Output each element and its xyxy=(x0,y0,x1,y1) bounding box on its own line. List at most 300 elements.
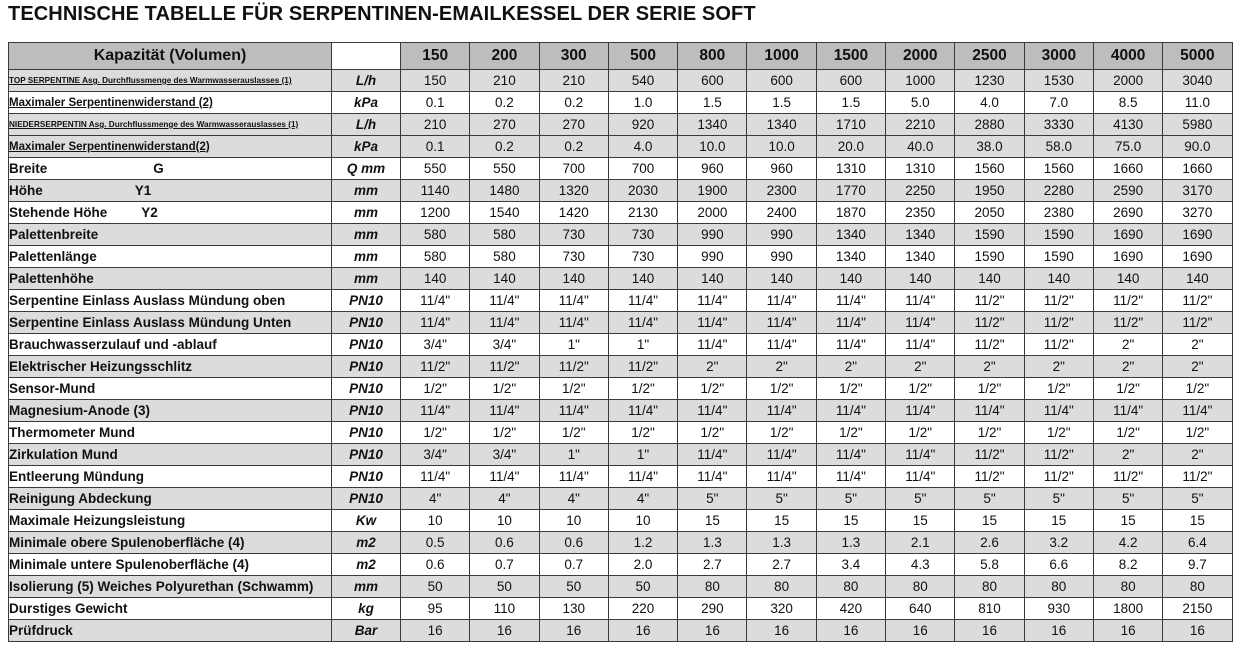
table-cell: 140 xyxy=(816,268,885,290)
row-label xyxy=(9,290,332,312)
row-unit: m2 xyxy=(332,554,401,576)
table-cell: 11/2" xyxy=(955,312,1024,334)
row-label xyxy=(9,114,332,136)
table-cell: 11/4" xyxy=(886,466,955,488)
table-cell: 16 xyxy=(401,620,470,642)
table-row xyxy=(9,246,1233,268)
table-cell: 11/2" xyxy=(955,334,1024,356)
table-cell: 11/2" xyxy=(1024,466,1093,488)
table-cell: 2400 xyxy=(747,202,816,224)
table-cell: 11/4" xyxy=(608,312,677,334)
row-label-text: Serpentine Einlass Auslass Mündung oben xyxy=(9,293,286,308)
table-cell: 1660 xyxy=(1163,158,1232,180)
table-cell: 1900 xyxy=(678,180,747,202)
table-cell: 11/4" xyxy=(1093,400,1162,422)
table-cell: 600 xyxy=(678,70,747,92)
table-row xyxy=(9,290,1233,312)
table-cell: 2.7 xyxy=(747,554,816,576)
table-cell: 11/2" xyxy=(1093,466,1162,488)
table-cell: 11/4" xyxy=(747,334,816,356)
capacity-column-header: 2500 xyxy=(955,43,1024,70)
row-label-text: Maximaler Serpentinenwiderstand (2) xyxy=(9,96,213,109)
table-cell: 11/4" xyxy=(886,312,955,334)
table-row xyxy=(9,444,1233,466)
table-cell: 5" xyxy=(955,488,1024,510)
row-label xyxy=(9,312,332,334)
table-cell: 80 xyxy=(816,576,885,598)
table-row xyxy=(9,356,1233,378)
table-cell: 1/2" xyxy=(678,378,747,400)
table-cell: 3/4" xyxy=(470,444,539,466)
table-cell: 130 xyxy=(539,598,608,620)
table-cell: 5" xyxy=(816,488,885,510)
table-cell: 5.0 xyxy=(886,92,955,114)
table-cell: 11/4" xyxy=(401,312,470,334)
table-cell: 15 xyxy=(678,510,747,532)
table-cell: 2.1 xyxy=(886,532,955,554)
table-cell: 930 xyxy=(1024,598,1093,620)
technical-table xyxy=(8,42,1233,642)
capacity-column-header: 1500 xyxy=(816,43,885,70)
row-label xyxy=(9,70,332,92)
table-cell: 580 xyxy=(401,246,470,268)
table-cell: 0.2 xyxy=(470,136,539,158)
table-cell: 11/4" xyxy=(816,444,885,466)
row-label xyxy=(9,378,332,400)
table-cell: 1340 xyxy=(886,224,955,246)
table-cell: 1" xyxy=(539,444,608,466)
capacity-column-header: 4000 xyxy=(1093,43,1162,70)
table-cell: 1320 xyxy=(539,180,608,202)
table-cell: 2690 xyxy=(1093,202,1162,224)
table-cell: 1.3 xyxy=(678,532,747,554)
table-cell: 5" xyxy=(747,488,816,510)
row-label-text: Prüfdruck xyxy=(9,623,73,638)
table-cell: 80 xyxy=(1163,576,1232,598)
table-cell: 920 xyxy=(608,114,677,136)
table-cell: 1540 xyxy=(470,202,539,224)
table-row xyxy=(9,510,1233,532)
table-cell: 10 xyxy=(470,510,539,532)
table-cell: 1/2" xyxy=(608,422,677,444)
table-cell: 4" xyxy=(539,488,608,510)
row-code: Y1 xyxy=(134,183,152,198)
row-label-text: Thermometer Mund xyxy=(9,425,136,440)
row-unit: PN10 xyxy=(332,422,401,444)
row-unit: L/h xyxy=(332,70,401,92)
row-label-text: Palettenhöhe xyxy=(9,271,94,286)
table-cell: 80 xyxy=(1093,576,1162,598)
row-label xyxy=(9,510,332,532)
table-cell: 2" xyxy=(747,356,816,378)
table-cell: 2880 xyxy=(955,114,1024,136)
table-cell: 1/2" xyxy=(816,422,885,444)
table-cell: 11/2" xyxy=(470,356,539,378)
table-cell: 2250 xyxy=(886,180,955,202)
table-cell: 1950 xyxy=(955,180,1024,202)
table-cell: 1/2" xyxy=(816,378,885,400)
table-cell: 140 xyxy=(1093,268,1162,290)
table-cell: 3170 xyxy=(1163,180,1232,202)
table-cell: 2280 xyxy=(1024,180,1093,202)
table-cell: 2150 xyxy=(1163,598,1232,620)
table-cell: 80 xyxy=(678,576,747,598)
table-cell: 2.6 xyxy=(955,532,1024,554)
table-cell: 15 xyxy=(1024,510,1093,532)
table-cell: 15 xyxy=(747,510,816,532)
row-label-text: Minimale obere Spulenoberfläche (4) xyxy=(9,535,245,550)
table-cell: 1530 xyxy=(1024,70,1093,92)
table-cell: 11/2" xyxy=(1163,290,1232,312)
row-label-text: Durstiges Gewicht xyxy=(9,601,128,616)
table-cell: 2" xyxy=(1163,334,1232,356)
table-row xyxy=(9,312,1233,334)
row-label-text: Stehende Höhe xyxy=(9,205,108,220)
table-cell: 11/4" xyxy=(470,312,539,334)
table-cell: 1/2" xyxy=(1163,422,1232,444)
table-cell: 15 xyxy=(955,510,1024,532)
table-cell: 11/2" xyxy=(539,356,608,378)
table-cell: 11/2" xyxy=(1024,444,1093,466)
table-cell: 3.4 xyxy=(816,554,885,576)
table-cell: 5" xyxy=(1163,488,1232,510)
table-row xyxy=(9,180,1233,202)
row-label-text: Reinigung Abdeckung xyxy=(9,491,152,506)
table-cell: 40.0 xyxy=(886,136,955,158)
table-cell: 730 xyxy=(539,224,608,246)
row-label xyxy=(9,158,332,180)
table-cell: 1310 xyxy=(816,158,885,180)
table-cell: 16 xyxy=(1093,620,1162,642)
table-cell: 420 xyxy=(816,598,885,620)
table-cell: 2" xyxy=(1093,356,1162,378)
table-cell: 1/2" xyxy=(1093,378,1162,400)
table-cell: 110 xyxy=(470,598,539,620)
table-cell: 75.0 xyxy=(1093,136,1162,158)
table-cell: 11/4" xyxy=(816,290,885,312)
table-cell: 550 xyxy=(470,158,539,180)
table-cell: 11/4" xyxy=(539,466,608,488)
table-cell: 15 xyxy=(886,510,955,532)
table-cell: 1340 xyxy=(747,114,816,136)
table-cell: 580 xyxy=(470,224,539,246)
table-cell: 1/2" xyxy=(470,422,539,444)
table-cell: 2350 xyxy=(886,202,955,224)
table-cell: 11/4" xyxy=(608,290,677,312)
capacity-column-header: 150 xyxy=(401,43,470,70)
table-cell: 50 xyxy=(401,576,470,598)
capacity-column-header: 2000 xyxy=(886,43,955,70)
row-unit: mm xyxy=(332,576,401,598)
table-cell: 11/2" xyxy=(1024,290,1093,312)
table-cell: 1340 xyxy=(678,114,747,136)
table-cell: 3/4" xyxy=(470,334,539,356)
table-cell: 1.5 xyxy=(678,92,747,114)
table-cell: 960 xyxy=(747,158,816,180)
table-cell: 270 xyxy=(539,114,608,136)
table-cell: 11/4" xyxy=(747,466,816,488)
table-cell: 20.0 xyxy=(816,136,885,158)
table-cell: 2" xyxy=(1024,356,1093,378)
page-title: TECHNISCHE TABELLE FÜR SERPENTINEN-EMAILKESSEL DER SERIE SOFT xyxy=(8,3,756,25)
row-unit: PN10 xyxy=(332,334,401,356)
table-cell: 11/4" xyxy=(816,334,885,356)
table-cell: 11/2" xyxy=(1024,312,1093,334)
table-cell: 10 xyxy=(539,510,608,532)
table-cell: 0.6 xyxy=(401,554,470,576)
table-cell: 11/4" xyxy=(401,290,470,312)
table-cell: 1230 xyxy=(955,70,1024,92)
table-cell: 16 xyxy=(608,620,677,642)
row-unit: Kw xyxy=(332,510,401,532)
table-cell: 11/4" xyxy=(678,466,747,488)
table-cell: 1" xyxy=(608,334,677,356)
row-unit: Bar xyxy=(332,620,401,642)
row-unit: mm xyxy=(332,246,401,268)
table-cell: 580 xyxy=(470,246,539,268)
table-cell: 58.0 xyxy=(1024,136,1093,158)
table-row xyxy=(9,576,1233,598)
table-cell: 1340 xyxy=(886,246,955,268)
table-cell: 8.5 xyxy=(1093,92,1162,114)
row-label xyxy=(9,488,332,510)
table-cell: 1000 xyxy=(886,70,955,92)
table-cell: 3.2 xyxy=(1024,532,1093,554)
table-cell: 1/2" xyxy=(886,422,955,444)
table-cell: 140 xyxy=(1024,268,1093,290)
table-cell: 540 xyxy=(608,70,677,92)
table-cell: 1/2" xyxy=(886,378,955,400)
table-cell: 10 xyxy=(401,510,470,532)
table-cell: 6.4 xyxy=(1163,532,1232,554)
table-cell: 220 xyxy=(608,598,677,620)
table-cell: 270 xyxy=(470,114,539,136)
row-label xyxy=(9,532,332,554)
row-unit: mm xyxy=(332,224,401,246)
table-cell: 1690 xyxy=(1163,246,1232,268)
table-cell: 15 xyxy=(1093,510,1162,532)
table-cell: 10 xyxy=(608,510,677,532)
row-label-text: Maximale Heizungsleistung xyxy=(9,513,186,528)
row-label-text: Brauchwasserzulauf und -ablauf xyxy=(9,337,217,352)
row-unit: PN10 xyxy=(332,488,401,510)
row-label-text: Magnesium-Anode (3) xyxy=(9,403,151,418)
table-cell: 730 xyxy=(539,246,608,268)
table-row xyxy=(9,378,1233,400)
table-cell: 140 xyxy=(747,268,816,290)
table-cell: 7.0 xyxy=(1024,92,1093,114)
table-cell: 38.0 xyxy=(955,136,1024,158)
table-cell: 5" xyxy=(886,488,955,510)
table-cell: 11/4" xyxy=(401,466,470,488)
table-cell: 11/4" xyxy=(816,312,885,334)
table-cell: 15 xyxy=(1163,510,1232,532)
table-cell: 1590 xyxy=(955,246,1024,268)
capacity-column-header: 1000 xyxy=(747,43,816,70)
capacity-column-header: 3000 xyxy=(1024,43,1093,70)
table-cell: 700 xyxy=(539,158,608,180)
table-cell: 11/4" xyxy=(539,400,608,422)
row-code: Y2 xyxy=(141,205,158,220)
table-cell: 16 xyxy=(747,620,816,642)
table-cell: 16 xyxy=(886,620,955,642)
table-cell: 90.0 xyxy=(1163,136,1232,158)
table-cell: 1590 xyxy=(955,224,1024,246)
table-cell: 11/2" xyxy=(1163,466,1232,488)
table-cell: 4.0 xyxy=(955,92,1024,114)
table-cell: 1.5 xyxy=(816,92,885,114)
table-cell: 2300 xyxy=(747,180,816,202)
table-cell: 0.1 xyxy=(401,136,470,158)
table-cell: 11/2" xyxy=(955,466,1024,488)
row-label xyxy=(9,202,332,224)
table-cell: 1/2" xyxy=(539,422,608,444)
table-row xyxy=(9,202,1233,224)
table-cell: 16 xyxy=(1024,620,1093,642)
table-cell: 640 xyxy=(886,598,955,620)
table-cell: 1660 xyxy=(1093,158,1162,180)
table-cell: 3330 xyxy=(1024,114,1093,136)
table-cell: 0.1 xyxy=(401,92,470,114)
table-cell: 1/2" xyxy=(539,378,608,400)
table-cell: 1310 xyxy=(886,158,955,180)
table-cell: 15 xyxy=(816,510,885,532)
table-row xyxy=(9,224,1233,246)
table-cell: 2590 xyxy=(1093,180,1162,202)
table-cell: 1/2" xyxy=(747,422,816,444)
row-label-text: Minimale untere Spulenoberfläche (4) xyxy=(9,557,250,572)
table-row xyxy=(9,268,1233,290)
row-unit: mm xyxy=(332,180,401,202)
table-row xyxy=(9,466,1233,488)
table-body xyxy=(9,70,1233,642)
row-label-text: TOP SERPENTINE Asg. Durchflussmenge des Warmwasserauslasses (1) xyxy=(9,76,292,85)
table-cell: 1.3 xyxy=(816,532,885,554)
table-cell: 11/4" xyxy=(608,400,677,422)
capacity-column-header: 200 xyxy=(470,43,539,70)
table-cell: 11/4" xyxy=(747,444,816,466)
table-cell: 1560 xyxy=(955,158,1024,180)
table-cell: 80 xyxy=(747,576,816,598)
table-cell: 0.7 xyxy=(539,554,608,576)
row-label xyxy=(9,400,332,422)
table-cell: 3040 xyxy=(1163,70,1232,92)
table-cell: 0.2 xyxy=(539,92,608,114)
table-cell: 2130 xyxy=(608,202,677,224)
table-cell: 11/2" xyxy=(955,290,1024,312)
table-cell: 95 xyxy=(401,598,470,620)
table-cell: 3/4" xyxy=(401,444,470,466)
row-unit: PN10 xyxy=(332,356,401,378)
table-cell: 2" xyxy=(1093,334,1162,356)
table-cell: 5" xyxy=(1093,488,1162,510)
row-label-text: Höhe xyxy=(9,183,43,198)
table-cell: 0.6 xyxy=(539,532,608,554)
row-unit: PN10 xyxy=(332,466,401,488)
table-cell: 11/4" xyxy=(678,334,747,356)
row-unit: PN10 xyxy=(332,444,401,466)
table-cell: 140 xyxy=(955,268,1024,290)
row-label xyxy=(9,466,332,488)
table-cell: 1" xyxy=(539,334,608,356)
table-cell: 1560 xyxy=(1024,158,1093,180)
table-cell: 16 xyxy=(678,620,747,642)
row-unit: PN10 xyxy=(332,312,401,334)
row-label-text: Isolierung (5) Weiches Polyurethan (Schwamm) xyxy=(9,579,314,594)
table-cell: 2000 xyxy=(678,202,747,224)
row-label xyxy=(9,334,332,356)
table-cell: 1590 xyxy=(1024,246,1093,268)
table-cell: 11/4" xyxy=(1163,400,1232,422)
table-cell: 80 xyxy=(1024,576,1093,598)
row-label xyxy=(9,224,332,246)
table-cell: 11/4" xyxy=(816,466,885,488)
capacity-column-header: 5000 xyxy=(1163,43,1232,70)
capacity-header: Kapazität (Volumen) xyxy=(9,43,332,70)
table-cell: 990 xyxy=(747,224,816,246)
table-cell: 1200 xyxy=(401,202,470,224)
table-cell: 1/2" xyxy=(955,422,1024,444)
table-cell: 1420 xyxy=(539,202,608,224)
table-cell: 1.2 xyxy=(608,532,677,554)
table-cell: 990 xyxy=(747,246,816,268)
row-label-text: Maximaler Serpentinenwiderstand(2) xyxy=(9,140,210,153)
table-cell: 1/2" xyxy=(678,422,747,444)
table-cell: 1/2" xyxy=(470,378,539,400)
table-cell: 80 xyxy=(955,576,1024,598)
table-cell: 730 xyxy=(608,224,677,246)
table-cell: 6.6 xyxy=(1024,554,1093,576)
table-row xyxy=(9,70,1233,92)
table-cell: 0.2 xyxy=(539,136,608,158)
table-cell: 50 xyxy=(608,576,677,598)
table-cell: 5.8 xyxy=(955,554,1024,576)
table-cell: 5980 xyxy=(1163,114,1232,136)
table-cell: 580 xyxy=(401,224,470,246)
table-cell: 11/4" xyxy=(886,334,955,356)
table-cell: 1590 xyxy=(1024,224,1093,246)
table-cell: 11/2" xyxy=(1024,334,1093,356)
table-cell: 11.0 xyxy=(1163,92,1232,114)
table-cell: 550 xyxy=(401,158,470,180)
row-label-text: Sensor-Mund xyxy=(9,381,96,396)
capacity-column-header: 800 xyxy=(678,43,747,70)
unit-header xyxy=(332,43,401,70)
table-cell: 11/2" xyxy=(401,356,470,378)
row-label-text: Palettenlänge xyxy=(9,249,97,264)
table-cell: 3/4" xyxy=(401,334,470,356)
table-row xyxy=(9,554,1233,576)
row-label xyxy=(9,422,332,444)
row-unit: Q mm xyxy=(332,158,401,180)
table-cell: 11/2" xyxy=(608,356,677,378)
table-cell: 2" xyxy=(1093,444,1162,466)
row-unit: L/h xyxy=(332,114,401,136)
row-unit: m2 xyxy=(332,532,401,554)
table-cell: 11/4" xyxy=(955,400,1024,422)
row-label xyxy=(9,246,332,268)
table-cell: 5" xyxy=(1024,488,1093,510)
table-cell: 11/4" xyxy=(608,466,677,488)
table-cell: 210 xyxy=(401,114,470,136)
row-label-text: Zirkulation Mund xyxy=(9,447,118,462)
table-cell: 4" xyxy=(608,488,677,510)
table-cell: 210 xyxy=(470,70,539,92)
table-cell: 2050 xyxy=(955,202,1024,224)
table-cell: 0.6 xyxy=(470,532,539,554)
table-row xyxy=(9,488,1233,510)
table-cell: 11/4" xyxy=(678,444,747,466)
